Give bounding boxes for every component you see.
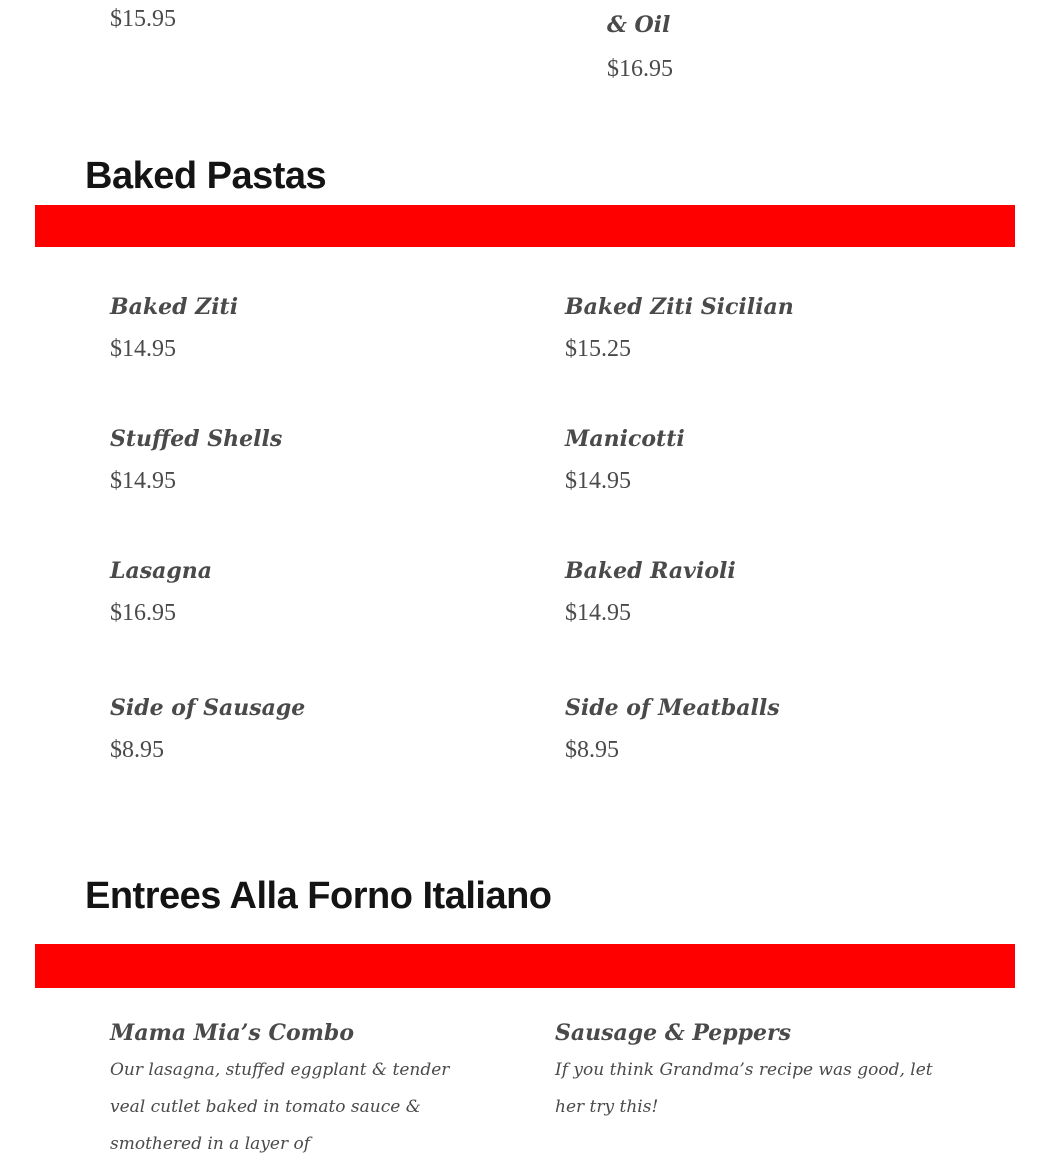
- menu-item-lasagna: [110, 556, 212, 627]
- item-description: If you think Grandma’s recipe was good, let her try this!: [555, 1060, 933, 1117]
- item-price: $16.95: [607, 56, 673, 82]
- item-name: Sausage & Peppers: [555, 1020, 792, 1046]
- item-name: Stuffed Shells: [110, 426, 283, 452]
- item-name: Manicotti: [565, 426, 685, 452]
- section-title-baked-pastas: Baked Pastas: [85, 155, 327, 197]
- item-price: $14.95: [565, 600, 631, 626]
- item-price: $14.95: [110, 336, 176, 362]
- menu-item-side-of-meatballs: [565, 693, 780, 764]
- item-name: Side of Sausage: [110, 695, 306, 721]
- item-name: Baked Ziti: [110, 294, 239, 320]
- menu-item-baked-ziti-sicilian: [565, 292, 794, 363]
- menu-item-partial-left: [110, 6, 176, 33]
- item-name: Side of Meatballs: [565, 695, 780, 721]
- section-title-entrees: Entrees Alla Forno Italiano: [85, 875, 552, 917]
- item-price: $8.95: [565, 737, 619, 763]
- menu-item-baked-ziti: [110, 292, 238, 363]
- item-price: $14.95: [110, 468, 176, 494]
- section-divider-bar: [35, 205, 1015, 247]
- item-price: $15.25: [565, 336, 631, 362]
- section-divider-bar: [35, 944, 1015, 988]
- item-name: Mama Mia’s Combo: [110, 1020, 354, 1046]
- item-name: & Oil: [607, 12, 671, 38]
- item-price: $14.95: [565, 468, 631, 494]
- menu-item-partial-right: [607, 10, 673, 83]
- item-name: Lasagna: [110, 558, 212, 584]
- menu-item-baked-ravioli: [565, 556, 736, 627]
- item-price: $15.95: [110, 6, 176, 32]
- menu-item-sausage-and-peppers: [555, 1018, 935, 1126]
- item-name: Baked Ravioli: [565, 558, 736, 584]
- menu-item-stuffed-shells: [110, 424, 282, 495]
- menu-item-side-of-sausage: [110, 693, 305, 764]
- item-description: Our lasagna, stuffed eggplant & tender veal cutlet baked in tomato sauce & smothered in a layer of: [110, 1060, 450, 1154]
- menu-item-mama-mias-combo: [110, 1018, 490, 1163]
- item-name: Baked Ziti Sicilian: [565, 294, 794, 320]
- menu-item-manicotti: [565, 424, 685, 495]
- item-price: $8.95: [110, 737, 164, 763]
- item-price: $16.95: [110, 600, 176, 626]
